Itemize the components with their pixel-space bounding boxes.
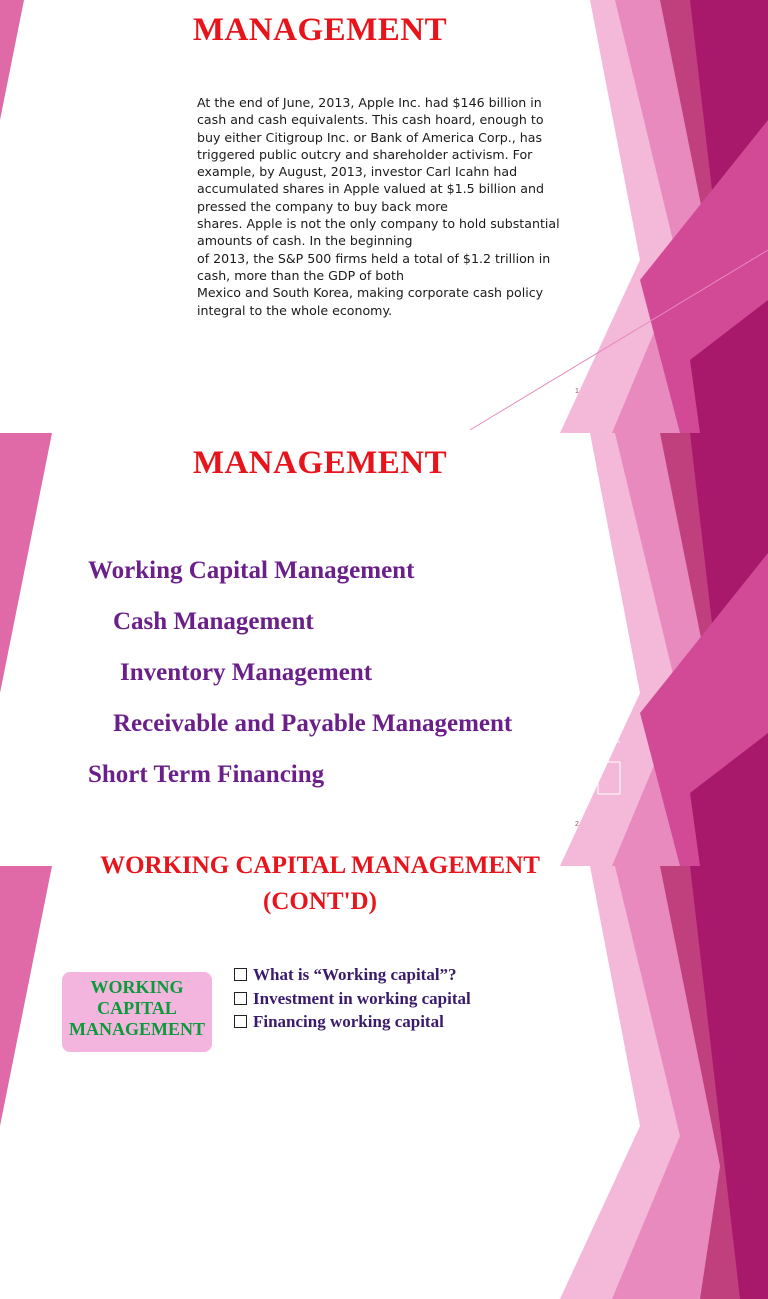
paragraph-line: triggered public outcry and shareholder activism. For [197,146,533,162]
paragraph [197,94,577,319]
question-text: Investment in working capital [253,989,471,1008]
checkbox-bullet-icon [234,992,247,1005]
slide-decoration [0,866,768,1299]
slide-1 [0,0,768,433]
box-label: CAPITAL [97,998,177,1018]
question-item [234,989,471,1009]
page-number: 2 [575,821,579,828]
paragraph-line: of 2013, the S&P 500 firms held a total of $1.2 trillion in [197,250,551,266]
paragraph-line: accumulated shares in Apple valued at $1.5 billion and [197,181,544,197]
paragraph-line: integral to the whole economy. [197,302,393,318]
list-item: Receivable and Payable Management [113,710,513,737]
question-text: What is “Working capital”? [253,965,457,984]
paragraph-line: cash and cash equivalents. This cash hoard, enough to [197,112,544,128]
paragraph-line: pressed the company to buy back more [197,198,448,214]
slide-3 [0,852,768,1039]
list-item: Cash Management [113,608,314,635]
paragraph-line: example, by August, 2013, investor Carl Icahn had [197,164,518,180]
question-item [234,1012,444,1032]
paragraph-line: cash, more than the GDP of both [197,267,404,283]
list-item: Short Term Financing [88,761,325,788]
page-number: 1 [575,388,579,395]
question-item [234,965,457,985]
box-label: MANAGEMENT [69,1019,205,1039]
paragraph-line: Mexico and South Korea, making corporate cash policy [197,285,544,301]
checkbox-bullet-icon [234,968,247,981]
paragraph-line: shares. Apple is not the only company to hold substantial [197,216,560,232]
question-text: Financing working capital [253,1012,444,1031]
paragraph-line: buy either Citigroup Inc. or Bank of America Corp., has [197,129,543,145]
list-item: Working Capital Management [88,557,415,584]
slide-title: WORKING CAPITAL MANAGEMENT [100,852,540,879]
slide-title: MANAGEMENT [192,12,448,48]
checkbox-bullet-icon [234,1015,247,1028]
slide-decoration [0,433,768,866]
slide-2 [0,433,768,866]
box-label: WORKING [90,977,184,997]
paragraph-line: At the end of June, 2013, Apple Inc. had $146 billion in [197,95,542,110]
paragraph-line: amounts of cash. In the beginning [197,233,413,249]
slide-title: MANAGEMENT [192,445,448,481]
slide-subtitle: (CONT'D) [263,888,377,915]
list-item: Inventory Management [120,659,373,686]
